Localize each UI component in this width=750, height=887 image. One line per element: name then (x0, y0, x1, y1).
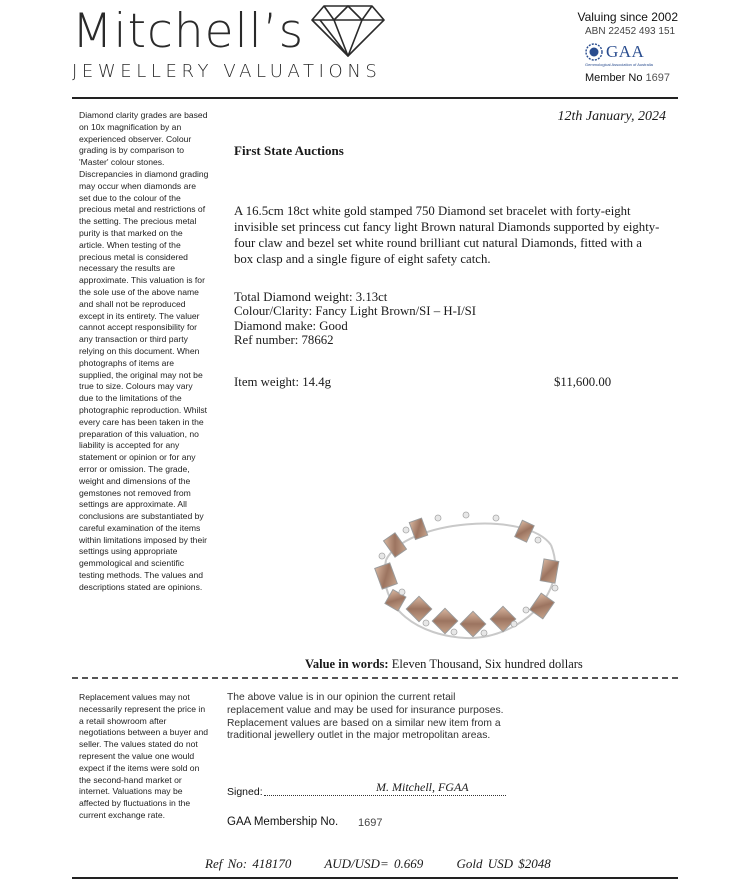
signed-label: Signed: (227, 786, 263, 798)
client-name: First State Auctions (234, 143, 344, 158)
tagline: JEWELLERY VALUATIONS (72, 61, 382, 82)
signature-line (264, 795, 506, 796)
member-label: Member No (585, 72, 643, 84)
footer-info (205, 856, 579, 872)
gaa-membership-number: 1697 (358, 817, 383, 829)
item-weight: Item weight: 14.4g (234, 375, 332, 389)
valuation-price: $11,600.00 (554, 375, 612, 389)
value-words-amount: Eleven Thousand, Six hundred dollars (391, 657, 583, 671)
colour-clarity: Colour/Clarity: Fancy Light Brown/SI – H-I/SI (234, 304, 477, 319)
member-number (585, 72, 670, 84)
gaa-logo (585, 42, 644, 62)
gaa-seal-icon (585, 43, 603, 61)
value-in-words (305, 657, 583, 672)
total-diamond-weight: Total Diamond weight: 3.13ct (234, 290, 388, 304)
signatory-name: M. Mitchell, FGAA (376, 780, 469, 794)
header-divider (72, 97, 678, 99)
diamond-details (234, 290, 476, 347)
sidebar-disclaimer-bottom: Replacement values may not necessarily represent the price in a retail showroom after negotiations between a buyer and seller. The values stated do not represent the value one would expect if the items were sold on the second-hand market or internet. Valuations may be affected by fluctuations in the current exchange rate. (79, 692, 209, 820)
sidebar-disclaimer-top: Diamond clarity grades are based on 10x magnification by an experienced observer. Colour grading is by comparison to 'Master' colour stones. Discrepancies in diamond grading may occur when diamonds are set due to the colour of the precious metal and restrictions of the setting. The precious metal purity is that marked on the article. When testing of the precious metal is considered necessary the results are approximate. This valuation is for the sole use of the above name and shall not be reproduced except in its entirety. The valuer cannot accept responsibility for any transaction or third party relying on this document. When photographs of items are supplied, the original may not be true to size. Colours may vary due to the limitations of the photographic reproduction. Whilst every care has been taken in the preparation of this valuation, no liability is accepted for any statement or opinion or for any error or omission. The grade, weight and dimensions of the gemstones not removed from settings are approximate. All conclusions are substantiated by careful examination of the items within limitations imposed by their settings using appropriate gemmological and scientific testing methods. The values and descriptions stated are opinions. (79, 110, 209, 592)
footer-ref-no: Ref No: 418170 (205, 856, 292, 871)
valuation-date: 12th January, 2024 (557, 109, 666, 124)
footer-gold-price: Gold USD $2048 (456, 856, 551, 871)
valuing-since: Valuing since 2002 (577, 10, 678, 24)
section-divider (72, 677, 678, 679)
value-words-label: Value in words: (305, 657, 389, 671)
replacement-value-statement: The above value is in our opinion the current retail replacement value and may be used for insurance purposes. Replacement values are based on a similar new item from a traditional jewellery outlet in the major metropolitan areas. (227, 692, 504, 742)
gaa-logo-text: GAA (606, 42, 645, 61)
ref-number: Ref number: 78662 (234, 332, 334, 347)
brand-name: Mitchell’s (72, 4, 305, 59)
footer-exchange-rate: AUD/USD= 0.669 (324, 856, 424, 871)
footer-divider (72, 877, 678, 879)
item-description: A 16.5cm 18ct white gold stamped 750 Diamond set bracelet with forty-eight invisible set princess cut fancy light Brown natural Diamonds supported by eighty-four claw and bezel set white round brilliant cut natural Diamonds, fitted with a box clasp and a single figure of eight safety catch. (234, 204, 660, 266)
gaa-subtitle: Gemmological Association of Australia (585, 62, 653, 67)
bracelet-photo (366, 500, 571, 655)
diamond-logo-icon (310, 4, 386, 58)
abn-number: ABN 22452 493 151 (585, 26, 676, 37)
diamond-make: Diamond make: Good (234, 318, 348, 333)
gaa-membership-label: GAA Membership No. (227, 816, 339, 828)
member-number-value: 1697 (645, 72, 671, 84)
